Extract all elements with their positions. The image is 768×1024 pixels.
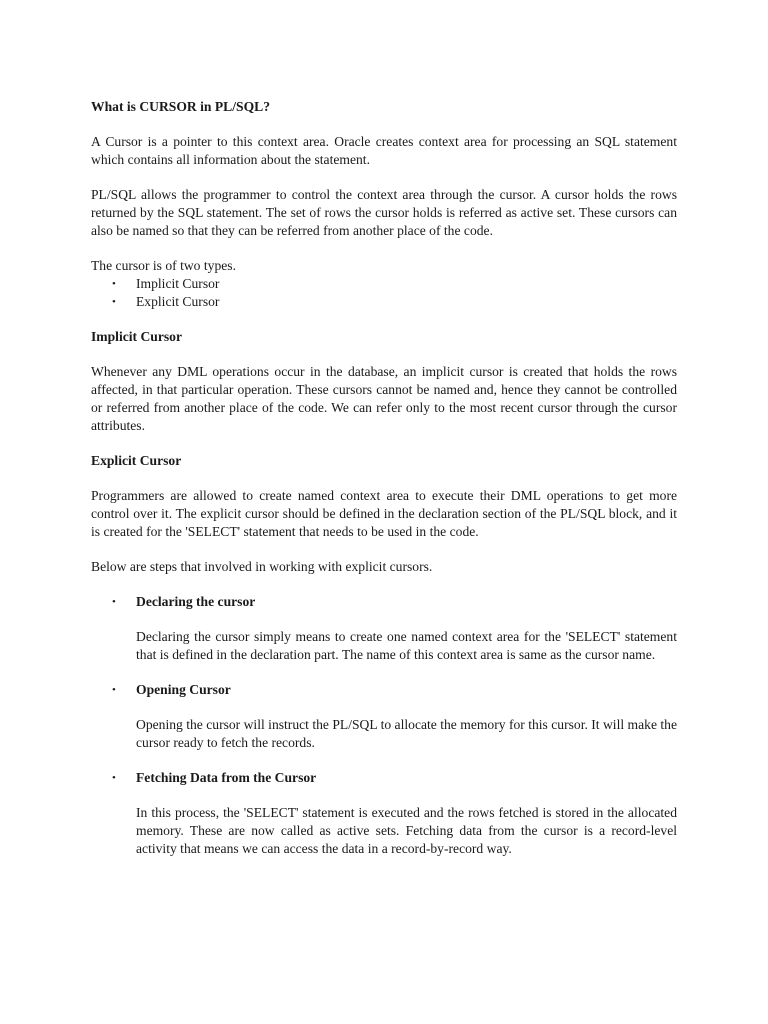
cursor-types-list — [91, 275, 677, 311]
steps-intro: Below are steps that involved in working with explicit cursors. — [91, 559, 433, 574]
step-text: In this process, the 'SELECT' statement is executed and the rows fetched is stored in the allocated memory. These are now called as active sets. Fetching data from the cursor is a record-level activity that means we can access the data in a record-by-record way. — [136, 805, 677, 856]
document-title: What is CURSOR in PL/SQL? — [91, 99, 271, 114]
bullet-icon: • — [112, 772, 116, 784]
step-text: Opening the cursor will instruct the PL/SQL to allocate the memory for this cursor. It will make the cursor ready to fetch the records. — [136, 717, 677, 750]
bullet-icon: • — [112, 596, 116, 608]
list-item — [91, 293, 677, 311]
list-item-label: Explicit Cursor — [136, 294, 220, 309]
bullet-icon: • — [112, 296, 116, 308]
explicit-cursor-text: Programmers are allowed to create named context area to execute their DML operations to get more control over it. The explicit cursor should be defined in the declaration section of the PL/SQL block, and it is created for the 'SELECT' statement that needs to be used in the code. — [91, 488, 677, 539]
bullet-icon: • — [112, 684, 116, 696]
list-item — [91, 275, 677, 293]
step-fetching — [91, 769, 677, 858]
intro-paragraph-2: PL/SQL allows the programmer to control the context area through the cursor. A cursor holds the rows returned by the SQL statement. The set of rows the cursor holds is referred as active set. These cursors can also be named so that they can be referred from another place of the code. — [91, 187, 677, 238]
implicit-cursor-heading: Implicit Cursor — [91, 329, 182, 344]
step-title: Opening Cursor — [136, 682, 231, 697]
step-opening — [91, 681, 677, 752]
intro-paragraph-1: A Cursor is a pointer to this context area. Oracle creates context area for processing an SQL statement which contains all information about the statement. — [91, 134, 677, 167]
intro-paragraph-3: The cursor is of two types. — [91, 258, 236, 273]
document-page — [91, 98, 677, 858]
step-title: Fetching Data from the Cursor — [136, 770, 317, 785]
step-declaring — [91, 593, 677, 664]
bullet-icon: • — [112, 278, 116, 290]
explicit-cursor-heading: Explicit Cursor — [91, 453, 182, 468]
implicit-cursor-text: Whenever any DML operations occur in the database, an implicit cursor is created that holds the rows affected, in that particular operation. These cursors cannot be named and, hence they cannot be controlled or referred from another place of the code. We can refer only to the most recent cursor through the cursor attributes. — [91, 364, 677, 433]
list-item-label: Implicit Cursor — [136, 276, 220, 291]
step-title: Declaring the cursor — [136, 594, 256, 609]
step-text: Declaring the cursor simply means to create one named context area for the 'SELECT' statement that is defined in the declaration part. The name of this context area is same as the cursor name. — [136, 629, 677, 662]
